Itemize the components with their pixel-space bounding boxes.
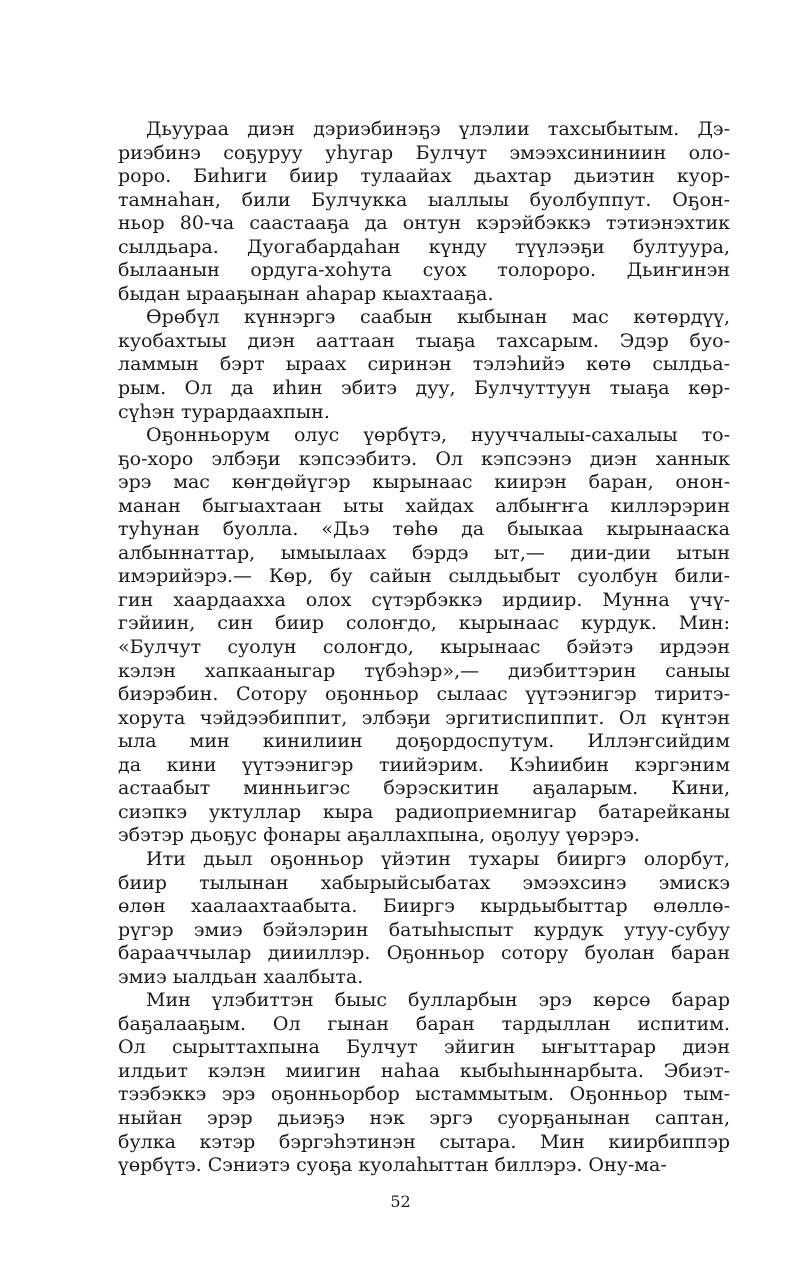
text-line: кэлэн хапкааныгар түбэһэр»,— диэбиттэрин саныы [118, 659, 730, 682]
text-line: астаабыт минньигэс бэрэскитин аҕаларым. Кини, [118, 777, 730, 800]
text-line: булка кэтэр бэргэһэтинэн сытара. Мин киирбиппэр [118, 1130, 730, 1153]
text-line: өлөн хаалаахтаабыта. Бииргэ кырдьыбыттар өлөллө- [118, 895, 730, 918]
text-line: биир тылынан хабырыйсыбатах эмээхсинэ эмискэ [118, 871, 730, 894]
text-line: ҕо-хоро элбэҕи кэпсээбитэ. Ол кэпсээнэ диэн ханнык [118, 447, 730, 470]
text-line: албыннаттар, ымыылаах бэрдэ ыт,— дии-дии ытын [118, 541, 730, 564]
paragraph [118, 989, 730, 1177]
text-line: илдьит кэлэн миигин наһаа кыбыһыннарбыта. Эбиэт- [118, 1059, 730, 1082]
text-line: имэрийэрэ.— Көр, бу сайын сылдьыбыт суолбун били- [118, 565, 730, 588]
text-line: манан быгыахтаан ыты хайдах албыҥҥа киллэрэрин [118, 494, 730, 517]
text-line: Ол сырыттахпына Булчут эйигин ыҥыттарар диэн [118, 1036, 730, 1059]
text-line: барааччылар диииллэр. Оҕонньор сотору буолан баран [118, 942, 730, 965]
text-line: роро. Биһиги биир тулаайах дьахтар дьиэтин куор- [118, 165, 730, 188]
text-line: ньор 80-ча саастааҕа да онтун кэрэйбэккэ тэтиэнэхтик [118, 212, 730, 235]
page-text [118, 118, 730, 1178]
text-line: Оҕонньорум олус үөрбүтэ, нууччалыы-сахалыы то- [146, 424, 730, 447]
text-line: тээбэккэ эрэ оҕонньорбор ыстаммытым. Оҕонньор тым- [118, 1083, 730, 1106]
text-line: ыла мин кинилиин доҕордоспутум. Иллэҥсийдим [118, 730, 730, 753]
text-line: рүгэр эмиэ бэйэлэрин батыһыспыт курдук утуу-субуу [118, 918, 730, 941]
text-line: сиэпкэ уктуллар кыра радиоприемнигар батарейканы [118, 800, 730, 823]
text-line: сүһэн турардаахпын. [118, 400, 330, 423]
text-line: биэрэбин. Сотору оҕонньор сылаас үүтээнигэр тиритэ- [118, 683, 730, 706]
text-line: үөрбүтэ. Сэниэтэ суоҕа куолаһыттан биллэрэ. Ону-ма- [118, 1154, 667, 1177]
text-line: да кини үүтээнигэр тиийэрим. Кэһиибин кэргэним [118, 753, 730, 776]
text-line: ламмын бэрт ыраах сиринэн тэлэһийэ көтө сылдьа- [118, 353, 730, 376]
text-line: ныйан эрэр дьиэҕэ нэк эргэ суорҕанынан саптан, [118, 1106, 730, 1129]
page-number: 52 [390, 1192, 411, 1211]
text-line: быдан ырааҕынан аһарар кыахтааҕа. [118, 282, 494, 305]
text-line: баҕалааҕым. Ол гынан баран тардыллан испитим. [118, 1012, 730, 1035]
text-line: эбэтэр дьоҕус фонары аҕаллахпына, оҕолуу үөрэрэ. [118, 824, 640, 847]
paragraph [118, 118, 730, 306]
text-line: «Булчут суолун солоҥдо, кырынаас бэйэтэ ирдээн [118, 636, 730, 659]
paragraph [118, 306, 730, 424]
text-line: риэбинэ соҕуруу уһугар Булчут эмээхсининиин оло- [118, 141, 730, 164]
paragraph [118, 848, 730, 989]
paragraph [118, 424, 730, 848]
text-line: гэйиин, син биир солоҥдо, кырынаас курдук. Мин: [118, 612, 730, 635]
text-line: рым. Ол да иһин эбитэ дуу, Булчуттуун тыаҕа көр- [118, 377, 730, 400]
text-line: гин хаардаахха олох сүтэрбэккэ ирдиир. Мунна үчү- [118, 588, 730, 611]
text-line: эмиэ ыалдьан хаалбыта. [118, 965, 364, 988]
text-line: Өрөбүл күннэргэ саабын кыбынан мас көтөрдүү, [146, 306, 730, 329]
text-line: Дьуураа диэн дэриэбинэҕэ үлэлии тахсыбытым. Дэ- [146, 118, 730, 140]
text-line: куобахтыы диэн ааттаан тыаҕа тахсарым. Эдэр буо- [118, 329, 730, 352]
text-line: Ити дьыл оҕонньор үйэтин тухары бииргэ олорбут, [146, 847, 730, 870]
text-line: былаанын ордуга-хоһута суох толороро. Дьиҥинэн [118, 259, 730, 282]
text-line: хорута чэйдээбиппит, элбэҕи эргитиспиппит. Ол күнтэн [118, 706, 730, 729]
text-line: эрэ мас көҥдөйүгэр кырынаас киирэн баран, онон- [118, 471, 730, 494]
text-line: Мин үлэбиттэн быыс булларбын эрэ көрсө барар [146, 989, 730, 1012]
text-line: сылдьара. Дуогабардаһан күнду түүлээҕи бултуура, [118, 235, 730, 258]
text-line: туһунан буолла. «Дьэ төһө да быыкаа кырынааска [118, 518, 730, 541]
text-line: тамнаһан, били Булчукка ыаллыы буолбуппут. Оҕон- [118, 188, 730, 211]
